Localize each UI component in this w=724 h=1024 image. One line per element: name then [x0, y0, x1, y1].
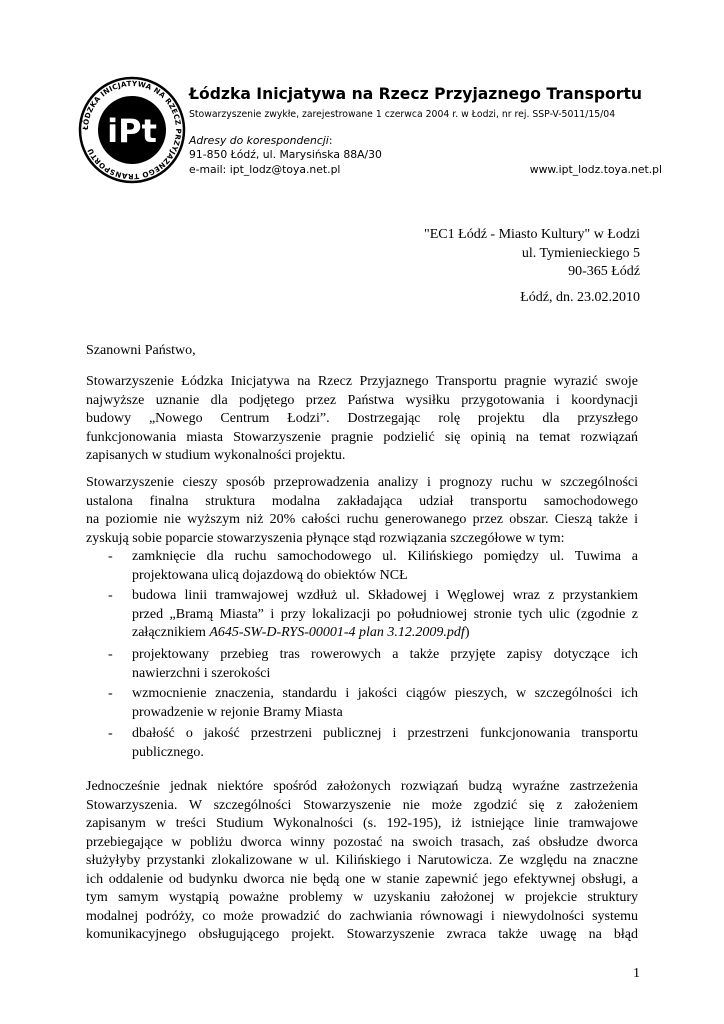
solutions-list	[86, 646, 638, 683]
list-item: - dbałość o jakość przestrzeni publicznej i przestrzeni funkcjonowania transportu publicznego.	[108, 726, 638, 760]
ipt-logo	[78, 76, 186, 184]
paragraph-intro: Stowarzyszenie Łódzka Inicjatywa na Rzecz Przyjaznego Transportu pragnie wyrazić swoje najwyższe uznanie dla podjętego przez Państwa wysiłku przygotowania i koordynacji budowy „Nowego Centrum Łodzi”. Dostrzegając rolę projektu dla przyszłego funkcjonowania miasta Stowarzyszenie pragnie podzielić się opinią na temat rozwiązań zapisanych w studium wykonalności projektu.	[86, 374, 638, 463]
solutions-list	[86, 725, 638, 762]
recipient-line: 90-365 Łódź	[568, 264, 640, 279]
logo-mark: iPt	[107, 112, 157, 150]
contact-email: e-mail: ipt_lodz@toya.net.pl	[189, 163, 341, 176]
correspondence-label: Adresy do korespondencji:	[189, 134, 333, 147]
recipient-address	[424, 226, 640, 282]
organization-name: Łódzka Inicjatywa na Rzecz Przyjaznego Transportu	[189, 85, 643, 103]
recipient-line: "EC1 Łódź - Miasto Kultury" w Łodzi	[424, 227, 640, 242]
correspondence-address: 91-850 Łódź, ul. Marysińska 88A/30	[189, 148, 382, 161]
organization-registration: Stowarzyszenie zwykłe, zarejestrowane 1 czerwca 2004 r. w Łodzi, nr rej. SSP-V-5011/15/04	[189, 109, 616, 120]
recipient-line: ul. Tymienieckiego 5	[521, 245, 640, 261]
paragraph-support: Stowarzyszenie cieszy sposób przeprowadzenia analizy i prognozy ruchu w szczególności ustalona finalna struktura modalna zakładająca udział transportu samochodowego na poziomie nie wyższym niż 20% całości ruchu generowanego przez obszar. Cieszą także i zyskują sobie poparcie stowarzyszenia płynące stąd rozwiązania szczegółowe w tym:	[86, 475, 638, 546]
logo-ring-text: ŁÓDZKA INICJATYWA NA RZECZ PRZYJAZNEGO TRANSPORTU	[80, 78, 184, 182]
list-item: - projektowany przebieg tras rowerowych a także przyjęte zapisy dotyczące ich nawierzchni i szerokości	[108, 647, 638, 681]
greeting: Szanowni Państwo,	[86, 343, 196, 358]
solutions-list	[86, 548, 638, 585]
website-url: www.ipt_lodz.toya.net.pl	[529, 163, 662, 176]
letter-date: Łódź, dn. 23.02.2010	[520, 290, 640, 305]
paragraph-concerns: Jednocześnie jednak niektóre spośród założonych rozwiązań budzą wyraźne zastrzeżenia Stowarzyszenia. W szczególności Stowarzyszenie nie może zgodzić się z założeniem zapisanym w treści Studium Wykonalności (s. 192-195), iż istniejące linie tramwajowe przebiegające w pobliżu dworca winny pozostać na swoich trasach, zaś obsłudze dworca służyłyby przystanki zlokalizowane w ul. Kilińskiego i Narutowicza. Ze względu na znaczne ich oddalenie od budynku dworca nie będą one w stanie zapewnić jego efektywnej obsługi, a tym samym wystąpią poważne problemy w uzyskaniu założonej w projekcie struktury modalnej podróży, co może prowadzić do zachwiania równowagi i niewydolności systemu komunikacyjnego obsługującego projekt. Stowarzyszenie zwraca także uwagę na błąd	[86, 779, 638, 942]
list-item: - wzmocnienie znaczenia, standardu i jakości ciągów pieszych, w szczególności ich prowadzenie w rejonie Bramy Miasta	[108, 686, 638, 720]
solutions-list	[86, 587, 638, 643]
list-item: - budowa linii tramwajowej wzdłuż ul. Składowej i Węglowej wraz z przystankiem przed „Bramą Miasta” i przy lokalizacji po południowej stronie tych ulic (zgodnie z załącznikiem A645-SW-D-RYS-00001-4 plan 3.12.2009.pdf)	[108, 588, 638, 640]
list-item: - zamknięcie dla ruchu samochodowego ul. Kilińskiego pomiędzy ul. Tuwima a projektowana ulicą dojazdową do obiektów NCŁ	[108, 549, 638, 583]
solutions-list	[86, 685, 638, 722]
page-number: 1	[633, 966, 640, 981]
